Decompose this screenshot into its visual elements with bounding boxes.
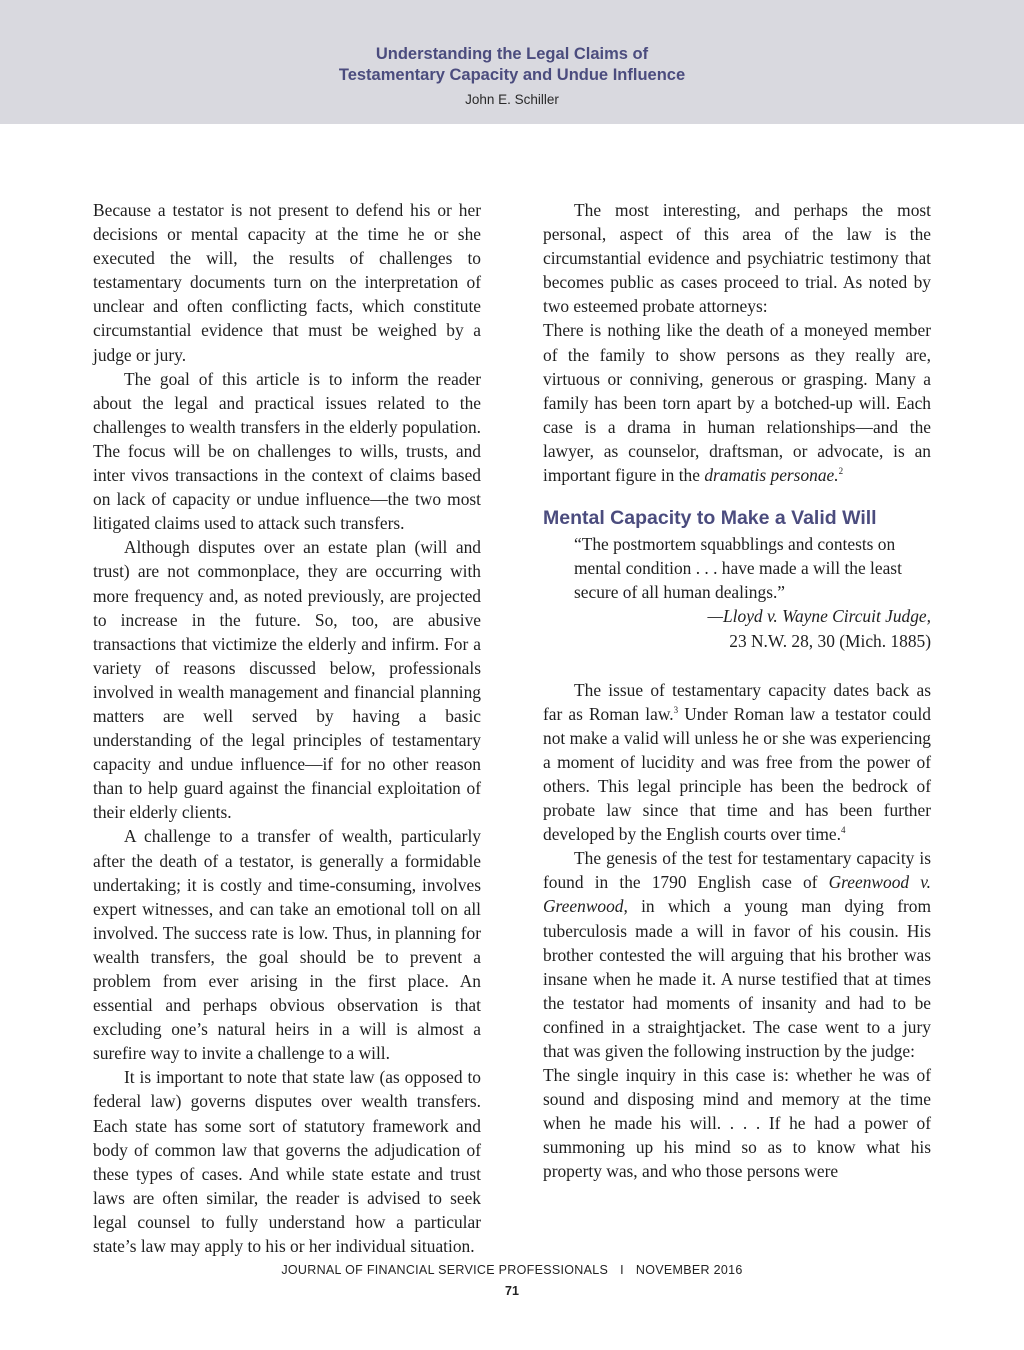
block-quote-italic: dramatis personae. [704,465,839,486]
footer-journal-line [0,1263,1024,1277]
block-quote-text: There is nothing like the death of a moneyed member of the family to show persons as they really are, virtuous or conniving, generous or grasping. Many a family has been torn apart by a botched-up will. Each case is a drama in human relationships—and the lawyer, as counselor, draftsman, or advocate, is an important figure in the [543,320,931,486]
section-heading: Mental Capacity to Make a Valid Will [543,507,877,530]
article-title [0,44,1024,86]
page-number: 71 [505,1284,519,1298]
paragraph: The goal of this article is to inform the reader about the legal and practical issues related to the challenges to wealth transfers in the elderly population. The focus will be on challenges to wills, trusts, and inter vivos transactions in the context of claims based on lack of capacity or undue influence—the two most litigated claims used to attack such transfers. [93,368,481,534]
article-title-line2: Testamentary Capacity and Undue Influence [338,66,686,84]
paragraph: The issue of testamentary capacity dates back as far as Roman law.$^3$ Under Roman law a testator could not make a valid will unless he or she was experiencing a moment of lucidity and was free from the power of others. This legal principle has been the bedrock of probate law since that time and has been further developed by the English courts over time.$^4$ [543,679,931,845]
left-column [93,198,481,1258]
paragraph: Although disputes over an estate plan (will and trust) are not commonplace, they are occurring with more frequency and, as noted previously, are projected to increase in the future. So, too, are abusive transactions that victimize the elderly and infirm. For a variety of reasons discussed below, professionals involved in wealth management and financial planning matters are well served by having a basic understanding of the legal principles of testamentary capacity and undue influence—if for no other reason than to help guard against the financial exploitation of their elderly clients. [93,537,481,823]
paragraph: The genesis of the test for testamentary capacity is found in the 1790 English case of Greenwood v. Greenwood, in which a young man dying from tuberculosis made a will in favor of his cousin. His brother contested the will arguing that his brother was insane when he made it. A nurse testified that at times the testator had moments of insanity and had to be confined in a straightjacket. The case went to a jury that was given the following instruction by the judge: [543,848,931,1061]
block-quote: The single inquiry in this case is: whether he was of sound and disposing mind and memory at the time when he made his will. . . . If he had a power of summoning up his mind so as to know what his property was, and who those persons were [543,1065,931,1182]
header-band [0,0,1024,124]
block-quote [543,318,931,487]
epigraph [574,532,931,652]
article-title-line1: Understanding the Legal Claims of [375,45,649,63]
issue-date: NOVEMBER 2016 [635,1263,743,1277]
article-author: John E. Schiller [465,92,559,107]
paragraph: The most interesting, and perhaps the most personal, aspect of this area of the law is the circumstantial evidence and psychiatric testimony that becomes public as cases proceed to trial. As noted by two esteemed probate attorneys: [543,200,931,317]
paragraph: A challenge to a transfer of wealth, particularly after the death of a testator, is generally a formidable undertaking; it is costly and time-consuming, involves expert witnesses, and can take an emotional toll on all involved. The success rate is low. Thus, in planning for wealth transfers, the goal should be to prevent a problem from ever arising in the first place. An essential and perhaps obvious observation is that excluding one’s natural heirs in a will is almost a surefire way to invite a challenge to a will. [93,826,481,1064]
right-column [543,198,931,1184]
paragraph: It is important to note that state law (as opposed to federal law) governs disputes over wealth transfers. Each state has some sort of statutory framework and body of common law that governs the adjudication of these types of cases. And while state estate and trust laws are often similar, the reader is advised to seek legal counsel to fully understand how a particular state’s law may apply to his or her individual situation. [93,1067,481,1257]
footnote-ref: 2 [838,466,844,477]
journal-name: JOURNAL OF FINANCIAL SERVICE PROFESSIONALS [281,1263,609,1277]
epigraph-text: “The postmortem squabblings and contests on mental condition . . . have made a will the least secure of all human dealings.” [574,534,902,603]
paragraph: Because a testator is not present to defend his or her decisions or mental capacity at the time he or she executed the will, the results of challenges to testamentary documents turn on the interpretation of unclear and often conflicting facts, which constitute circumstantial evidence that must be weighed by a judge or jury. [93,200,481,365]
footnote-ref: 3 [673,704,679,715]
footnote-ref: 4 [841,825,846,836]
case-name: Greenwood v. Greenwood, [543,872,931,917]
attribution-citation: 23 N.W. 28, 30 (Mich. 1885) [729,630,931,651]
attribution-case: —Lloyd v. Wayne Circuit Judge, [707,606,931,627]
epigraph-attribution [574,604,931,652]
footer-separator: I [620,1263,624,1277]
